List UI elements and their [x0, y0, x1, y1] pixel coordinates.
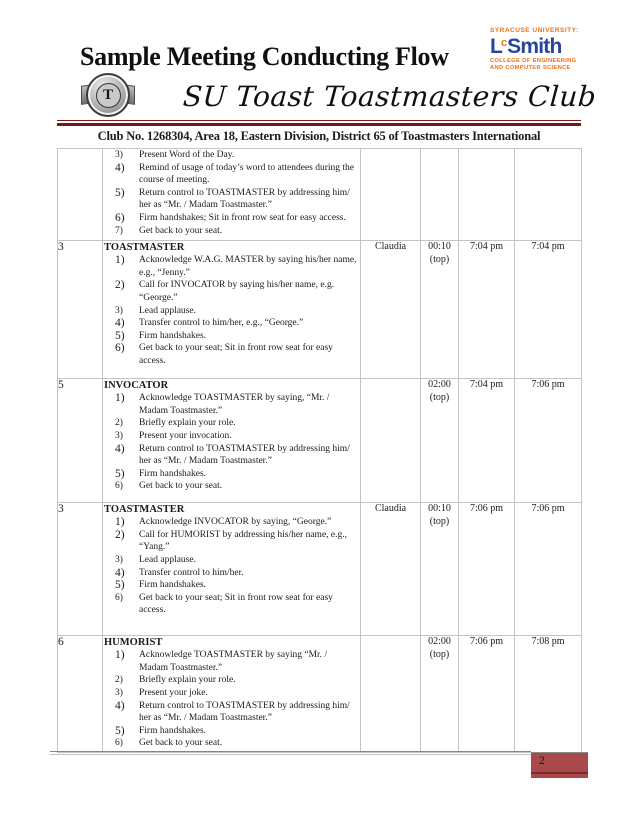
step-number: 2) [115, 528, 125, 541]
lcsmith-wordmark [490, 36, 594, 57]
step-number: 4) [115, 442, 125, 455]
step-number: 4) [115, 699, 125, 712]
step-text: Get back to your seat; Sit in front row seat for easy access. [139, 592, 333, 616]
step-item [103, 554, 360, 567]
step-text: Acknowledge TOASTMASTER by saying “Mr. / Madam Toastmaster.” [139, 650, 328, 673]
step-item [103, 443, 360, 468]
step-number: 3) [115, 430, 123, 441]
step-description-cell [103, 379, 361, 503]
step-item [103, 212, 360, 225]
step-text: Remind of usage of today’s word to attendees during the course of meeting. [139, 162, 355, 186]
step-item [103, 342, 360, 367]
start-time: 7:06 pm [459, 636, 515, 753]
step-item [103, 417, 360, 430]
logo-letter-c: c [501, 36, 508, 49]
step-item [103, 592, 360, 617]
page-title: Sample Meeting Conducting Flow [80, 42, 449, 71]
presenter-name: Claudia [361, 503, 421, 636]
step-number: 6) [115, 342, 125, 355]
duration-cell [421, 149, 459, 241]
step-number: 3) [115, 150, 123, 160]
presenter-name [361, 636, 421, 753]
step-text: Call for INVOCATOR by saying his/her name, e.g. “George.” [139, 280, 335, 303]
step-item [103, 149, 360, 162]
step-text: Return control to TOASTMASTER by addressing him/ her as “Mr. / Madam Toastmaster.” [139, 443, 350, 467]
step-number: 7) [115, 225, 123, 236]
step-number: 1) [115, 649, 125, 662]
duration-cell [421, 241, 459, 379]
logo-smith: Smith [507, 34, 562, 58]
duration-cell [421, 636, 459, 753]
step-number: 5) [115, 579, 125, 592]
step-text: Firm handshakes; Sit in front row seat for easy access. [139, 212, 346, 223]
step-text: Firm handshakes. [139, 580, 207, 591]
step-item [103, 187, 360, 212]
step-text: Acknowledge TOASTMASTER by saying, “Mr. / Madam Toastmaster.” [139, 393, 330, 416]
duration-cell [421, 503, 459, 636]
start-time: 7:04 pm [459, 379, 515, 503]
step-description-cell [103, 503, 361, 636]
table-row [58, 503, 582, 636]
step-text: Acknowledge INVOCATOR by saying, “George.” [139, 517, 332, 528]
duration-value: 00:10 [428, 241, 451, 252]
duration-note: (top) [429, 391, 450, 403]
step-text: Firm handshakes. [139, 468, 207, 479]
college-line-2: AND COMPUTER SCIENCE [490, 64, 571, 71]
step-item [103, 468, 360, 481]
badge-letter: T [96, 83, 121, 108]
step-number: 2) [115, 279, 125, 292]
step-text: Lead applause. [139, 305, 196, 316]
step-text: Firm handshakes. [139, 725, 207, 736]
presenter-name: Claudia [361, 241, 421, 379]
step-item [103, 567, 360, 580]
step-number: 1) [115, 254, 125, 267]
step-text: Return control to TOASTMASTER by addressing him/ her as “Mr. / Madam Toastmaster.” [139, 187, 350, 211]
step-text: Get back to your seat. [139, 225, 223, 236]
table-row [58, 149, 582, 241]
syracuse-university-label: SYRACUSE UNIVERSITY: [490, 27, 579, 34]
step-number: 2) [115, 418, 123, 429]
step-item [103, 225, 360, 238]
step-number: 6) [115, 211, 125, 224]
step-number: 6) [115, 592, 123, 603]
row-number: 6 [58, 636, 103, 753]
step-number: 1) [115, 392, 125, 405]
step-item [103, 529, 360, 554]
meeting-table-body [58, 149, 582, 753]
step-number: 5) [115, 467, 125, 480]
step-item [103, 674, 360, 687]
end-time: 7:08 pm [515, 636, 582, 753]
duration-cell [421, 379, 459, 503]
step-number: 3) [115, 305, 123, 316]
step-number: 4) [115, 161, 125, 174]
step-text: Call for HUMORIST by addressing his/her name, e.g., “Yang.” [139, 529, 348, 553]
role-title: INVOCATOR [104, 380, 169, 391]
step-number: 5) [115, 186, 125, 199]
step-text: Get back to your seat; Sit in front row seat for easy access. [139, 343, 333, 366]
footer-rule [50, 751, 531, 755]
step-text: Present your joke. [139, 687, 208, 698]
role-title: TOASTMASTER [104, 504, 185, 515]
step-description-cell [103, 149, 361, 241]
step-number: 5) [115, 724, 125, 737]
table-row [58, 636, 582, 753]
step-text: Present Word of the Day. [139, 150, 235, 160]
duration-note: (top) [429, 515, 450, 527]
start-time: 7:06 pm [459, 503, 515, 636]
step-description-cell [103, 636, 361, 753]
step-item [103, 700, 360, 725]
duration-value: 02:00 [428, 379, 451, 390]
end-time: 7:04 pm [515, 241, 582, 379]
step-number: 2) [115, 675, 123, 686]
start-time [459, 149, 515, 241]
step-text: Transfer control to him/her. [139, 567, 244, 578]
step-item [103, 737, 360, 750]
step-text: Return control to TOASTMASTER by addressing him/ her as “Mr. / Madam Toastmaster.” [139, 700, 350, 724]
step-item [103, 516, 360, 529]
step-text: Lead applause. [139, 554, 196, 565]
step-item [103, 430, 360, 443]
step-item [103, 649, 360, 674]
start-time: 7:04 pm [459, 241, 515, 379]
step-item [103, 687, 360, 700]
step-number: 6) [115, 738, 123, 749]
row-number: 5 [58, 379, 103, 503]
step-item [103, 392, 360, 417]
row-number [58, 149, 103, 241]
step-number: 6) [115, 481, 123, 492]
duration-value: 00:10 [428, 503, 451, 514]
step-text: Present your invocation. [139, 430, 232, 441]
club-script-title: SU Toast Toastmasters Club [181, 80, 598, 113]
row-number: 3 [58, 503, 103, 636]
row-number: 3 [58, 241, 103, 379]
step-text: Acknowledge W.A.G. MASTER by saying his/her name, e.g., “Jenny.” [139, 255, 357, 278]
presenter-name [361, 379, 421, 503]
step-item [103, 330, 360, 343]
step-number: 4) [115, 317, 125, 330]
step-number: 3) [115, 554, 123, 565]
step-item [103, 279, 360, 304]
page-number-badge [531, 752, 588, 778]
step-text: Briefly explain your role. [139, 675, 236, 686]
club-info-line: Club No. 1268304, Area 18, Eastern Division, District 65 of Toastmasters International [97, 129, 541, 143]
step-text: Firm handshakes. [139, 330, 207, 341]
duration-value: 02:00 [428, 636, 451, 647]
step-text: Get back to your seat. [139, 481, 223, 492]
table-row [58, 241, 582, 379]
su-lcsmith-logo [490, 28, 594, 72]
role-title: HUMORIST [104, 637, 163, 648]
step-number: 1) [115, 516, 125, 529]
toastmasters-badge-icon [82, 72, 134, 120]
college-line-1: COLLEGE OF ENGINEERING [490, 57, 577, 64]
end-time: 7:06 pm [515, 503, 582, 636]
role-title: TOASTMASTER [104, 242, 185, 253]
end-time [515, 149, 582, 241]
duration-note: (top) [429, 648, 450, 660]
step-text: Briefly explain your role. [139, 418, 236, 429]
meeting-flow-table [57, 148, 582, 753]
header-divider-rule [57, 120, 581, 126]
step-number: 4) [115, 566, 125, 579]
page-number: 2 [539, 755, 545, 767]
step-item [103, 579, 360, 592]
step-text: Transfer control to him/her, e.g., “George.” [139, 318, 304, 329]
step-item [103, 254, 360, 279]
step-item [103, 480, 360, 493]
step-item [103, 162, 360, 187]
step-text: Get back to your seat. [139, 738, 223, 749]
step-number: 5) [115, 329, 125, 342]
step-item [103, 725, 360, 738]
end-time: 7:06 pm [515, 379, 582, 503]
step-item [103, 317, 360, 330]
logo-letter-l: L [490, 34, 503, 58]
table-row [58, 379, 582, 503]
presenter-name [361, 149, 421, 241]
duration-note: (top) [429, 253, 450, 265]
step-description-cell [103, 241, 361, 379]
badge-circle [86, 73, 130, 117]
step-number: 3) [115, 687, 123, 698]
step-item [103, 305, 360, 318]
